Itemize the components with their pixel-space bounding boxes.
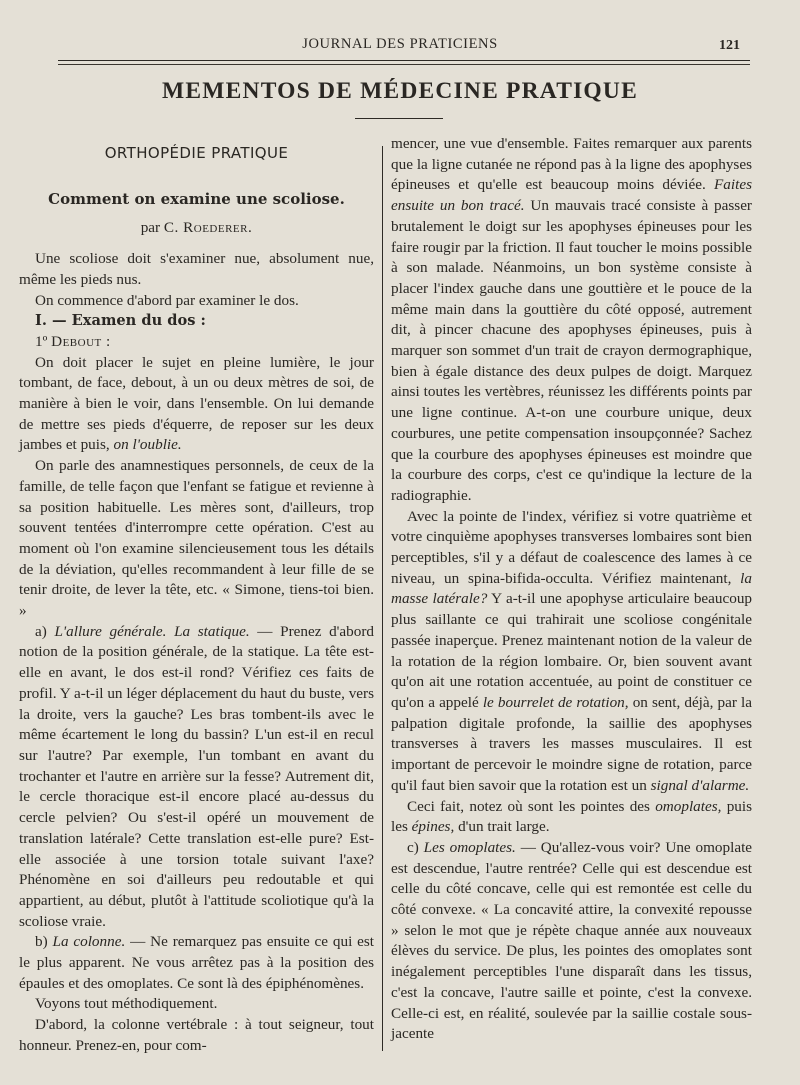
paragraph-4-italic: La colonne. — [52, 933, 126, 951]
right-paragraph-2-text-c: on sent, déjà, par la palpation digitale profonde, la saillie des apophyses transverses à travers les masses musculaires. Il est important de percevoir le moindre signe de rotation, parce qu'il faut bien savoir que la rotation est un — [391, 693, 753, 794]
author-name: C. Roederer. — [163, 219, 253, 237]
right-paragraph-4-lead: c) — [407, 838, 419, 856]
right-paragraph-3-italic-2: épines, — [411, 818, 455, 836]
right-paragraph-3 — [391, 797, 752, 838]
right-paragraph-1 — [391, 134, 752, 507]
paragraph-4 — [19, 932, 374, 994]
paragraph-3-italic: L'allure générale. La statique. — [54, 622, 250, 640]
section-title: ORTHOPÉDIE PRATIQUE — [104, 144, 289, 162]
byline-prefix: par — [140, 219, 161, 237]
right-paragraph-4 — [391, 838, 752, 1045]
left-column — [19, 134, 374, 1057]
right-paragraph-4-text: — Qu'allez-vous voir? Une omoplate est descendue, l'autre rentrée? Celle qui est descendue est celle du côté concave, celle qui est remontée est celle du côté convexe. « La concavité attire, la convexité repousse » selon le mot que je répète chaque année aux nouveaux élèves du service. De plus, les pointes des omoplates sont inégalement perceptibles l'une disparaît dans les tissus, c'est la concave, l'autre saille et pointe, c'est la convexe. Celle-ci est, en réalité, soulevée par la saillie costale sous-jacente — [391, 838, 753, 1043]
intro-paragraph-2: On commence d'abord par examiner le dos. — [35, 291, 299, 309]
paragraph-1-text: On doit placer le sujet en pleine lumière, le jour tombant, de face, debout, à un ou deux mètres de soi, de manière à bien le voir, dans l'ensemble. On lui demande de mettre ses pieds d'équerre, de reposer sur les deux jambes et puis, — [19, 353, 374, 454]
paragraph-2: On parle des anamnestiques personnels, de ceux de la famille, de telle façon que l'enfant se fatigue et revienne à sa position habituelle. Les mères sont, d'ailleurs, trop souvent tentées d'interrompre cette opération. C'est au moment où l'on examine silencieusement tous les détails de la déviation, qu'elles recommandent à leur fille de se tenir droite, de lever la tête, etc. « Simone, tiens-toi bien. » — [19, 457, 374, 620]
column-divider — [382, 146, 383, 1051]
byline — [19, 218, 374, 239]
right-paragraph-4-italic: Les omoplates. — [423, 838, 516, 856]
heading-examen-du-dos — [19, 311, 374, 332]
subheading-label: Debout : — [51, 332, 111, 350]
right-paragraph-1-text-b: Un mauvais tracé consiste à passer brutalement le doigt sur les apophyses épineuses pour les faire rougir par la friction. Il faut toucher le moins possible à son malade. Néanmoins, un bon système consiste à placer l'index gauche dans une gouttière et le pouce de la même main dans la gouttière du côté opposé, autrement dit, à pincer chacune des apophyses épineuses, puis à marquer son sommet d'un trait de crayon dermographique, bien à égale distance des deux pulpes de doigt. Marquez ainsi toutes les vertèbres, réunissez les différents points par une ligne continue. A-t-on une courbure unique, deux courbures, une petite compensation insoupçonnée? Sachez que la courbure des apophyses épineuses est moindre que la courbure des corps, c'est ce qu'indique la lecture de la radiographie. — [391, 197, 752, 504]
page-number: 121 — [719, 38, 740, 53]
right-paragraph-1-italic: Faites ensuite un bon tracé. — [391, 176, 752, 215]
paragraph-4-text: — Ne remarquez pas ensuite ce qui est le plus apparent. Ne vous arrêtez pas à la position des épaules et des omoplates. Ce sont là des épiphénomènes. — [19, 933, 375, 992]
right-paragraph-2-italic-2: le bourrelet de rotation, — [482, 693, 629, 711]
main-title: MEMENTOS DE MÉDECINE PRATIQUE — [162, 78, 638, 104]
heading-1-text: I. — Examen du dos : — [35, 312, 206, 330]
article-title: Comment on examine une scoliose. — [48, 189, 345, 208]
right-paragraph-2 — [391, 507, 752, 797]
paragraph-4-lead: b) — [35, 933, 48, 951]
right-paragraph-3-text-b: puis les — [391, 797, 753, 836]
paragraph-1 — [19, 353, 374, 457]
right-column — [391, 134, 752, 1045]
header-rule-thin — [58, 64, 750, 65]
right-paragraph-2-text-a: Avec la pointe de l'index, vérifiez si votre quatrième et votre cinquième apophyses transverses lombaires sont bien perceptibles, s'il y a défaut de coalescence des lames à ce niveau, un spina-bifida-occulta. Vérifiez maintenant, — [391, 507, 752, 587]
right-paragraph-1-text-a: mencer, une vue d'ensemble. Faites remarquer aux parents que la ligne cutanée ne répond pas à la ligne des apophyses épineuses et qu'elle est beaucoup moins déviée. — [391, 135, 752, 194]
paragraph-3 — [19, 622, 374, 933]
title-rule — [355, 118, 443, 119]
right-paragraph-3-italic-1: omoplates, — [655, 797, 722, 815]
paragraph-5: Voyons tout méthodiquement. — [35, 995, 218, 1013]
right-paragraph-2-italic-3: signal d'alarme. — [650, 776, 750, 794]
header-rule — [58, 60, 750, 61]
right-paragraph-2-text-b: Y a-t-il une apophyse articulaire beaucoup plus saillante ce qui trahirait une scoliose congénitale passée inaperçue. Prenez maintenant notion de la valeur de la rotation de la région lombaire. Or, bien souvent avant qu'on ait une rotation accentuée, au point de constituer ce qu'on a appelé — [391, 590, 753, 711]
paragraph-6: D'abord, la colonne vertébrale : à tout seigneur, tout honneur. Prenez-en, pour com- — [19, 1016, 374, 1054]
paragraph-3-text: — Prenez d'abord notion de la position générale, de la statique. La tête est-elle en avant, le dos est-il rond? Vérifiez ces faits de profil. Y a-t-il un léger déplacement du haut du buste, vers la droite, vers la gauche? Les bras tombent-ils avec le même écartement le long du bassin? L'un est-il en recul sur l'autre? Par exemple, l'un tombant en avant du trochanter et l'autre en arrière sur la fesse? Autrement dit, le cercle thoracique est-il encore placé au-dessus du cercle pelvien? Ou s'est-il opéré un mouvement de translation latérale? Cette translation est-elle pure? Est-elle associée à une torsion totale suivant l'axe? Phénomène en soi d'ailleurs peu redoutable et qui appartient, au début, plutôt à l'attitude scoliotique qu'à la scoliose vraie. — [19, 622, 374, 930]
right-paragraph-3-text-a: Ceci fait, notez où sont les pointes des — [407, 797, 650, 815]
right-paragraph-3-text-c: d'un trait large. — [458, 818, 550, 836]
right-paragraph-2-italic-1: la masse latérale? — [391, 569, 752, 608]
intro-paragraph-1: Une scoliose doit s'examiner nue, absolument nue, même les pieds nus. — [19, 250, 374, 288]
running-head: JOURNAL DES PRATICIENS — [302, 36, 498, 52]
subheading-number: 1º — [35, 332, 48, 350]
subheading-debout — [19, 332, 374, 353]
paragraph-3-lead: a) — [35, 622, 47, 640]
paragraph-1-italic: on l'oublie. — [113, 436, 182, 454]
